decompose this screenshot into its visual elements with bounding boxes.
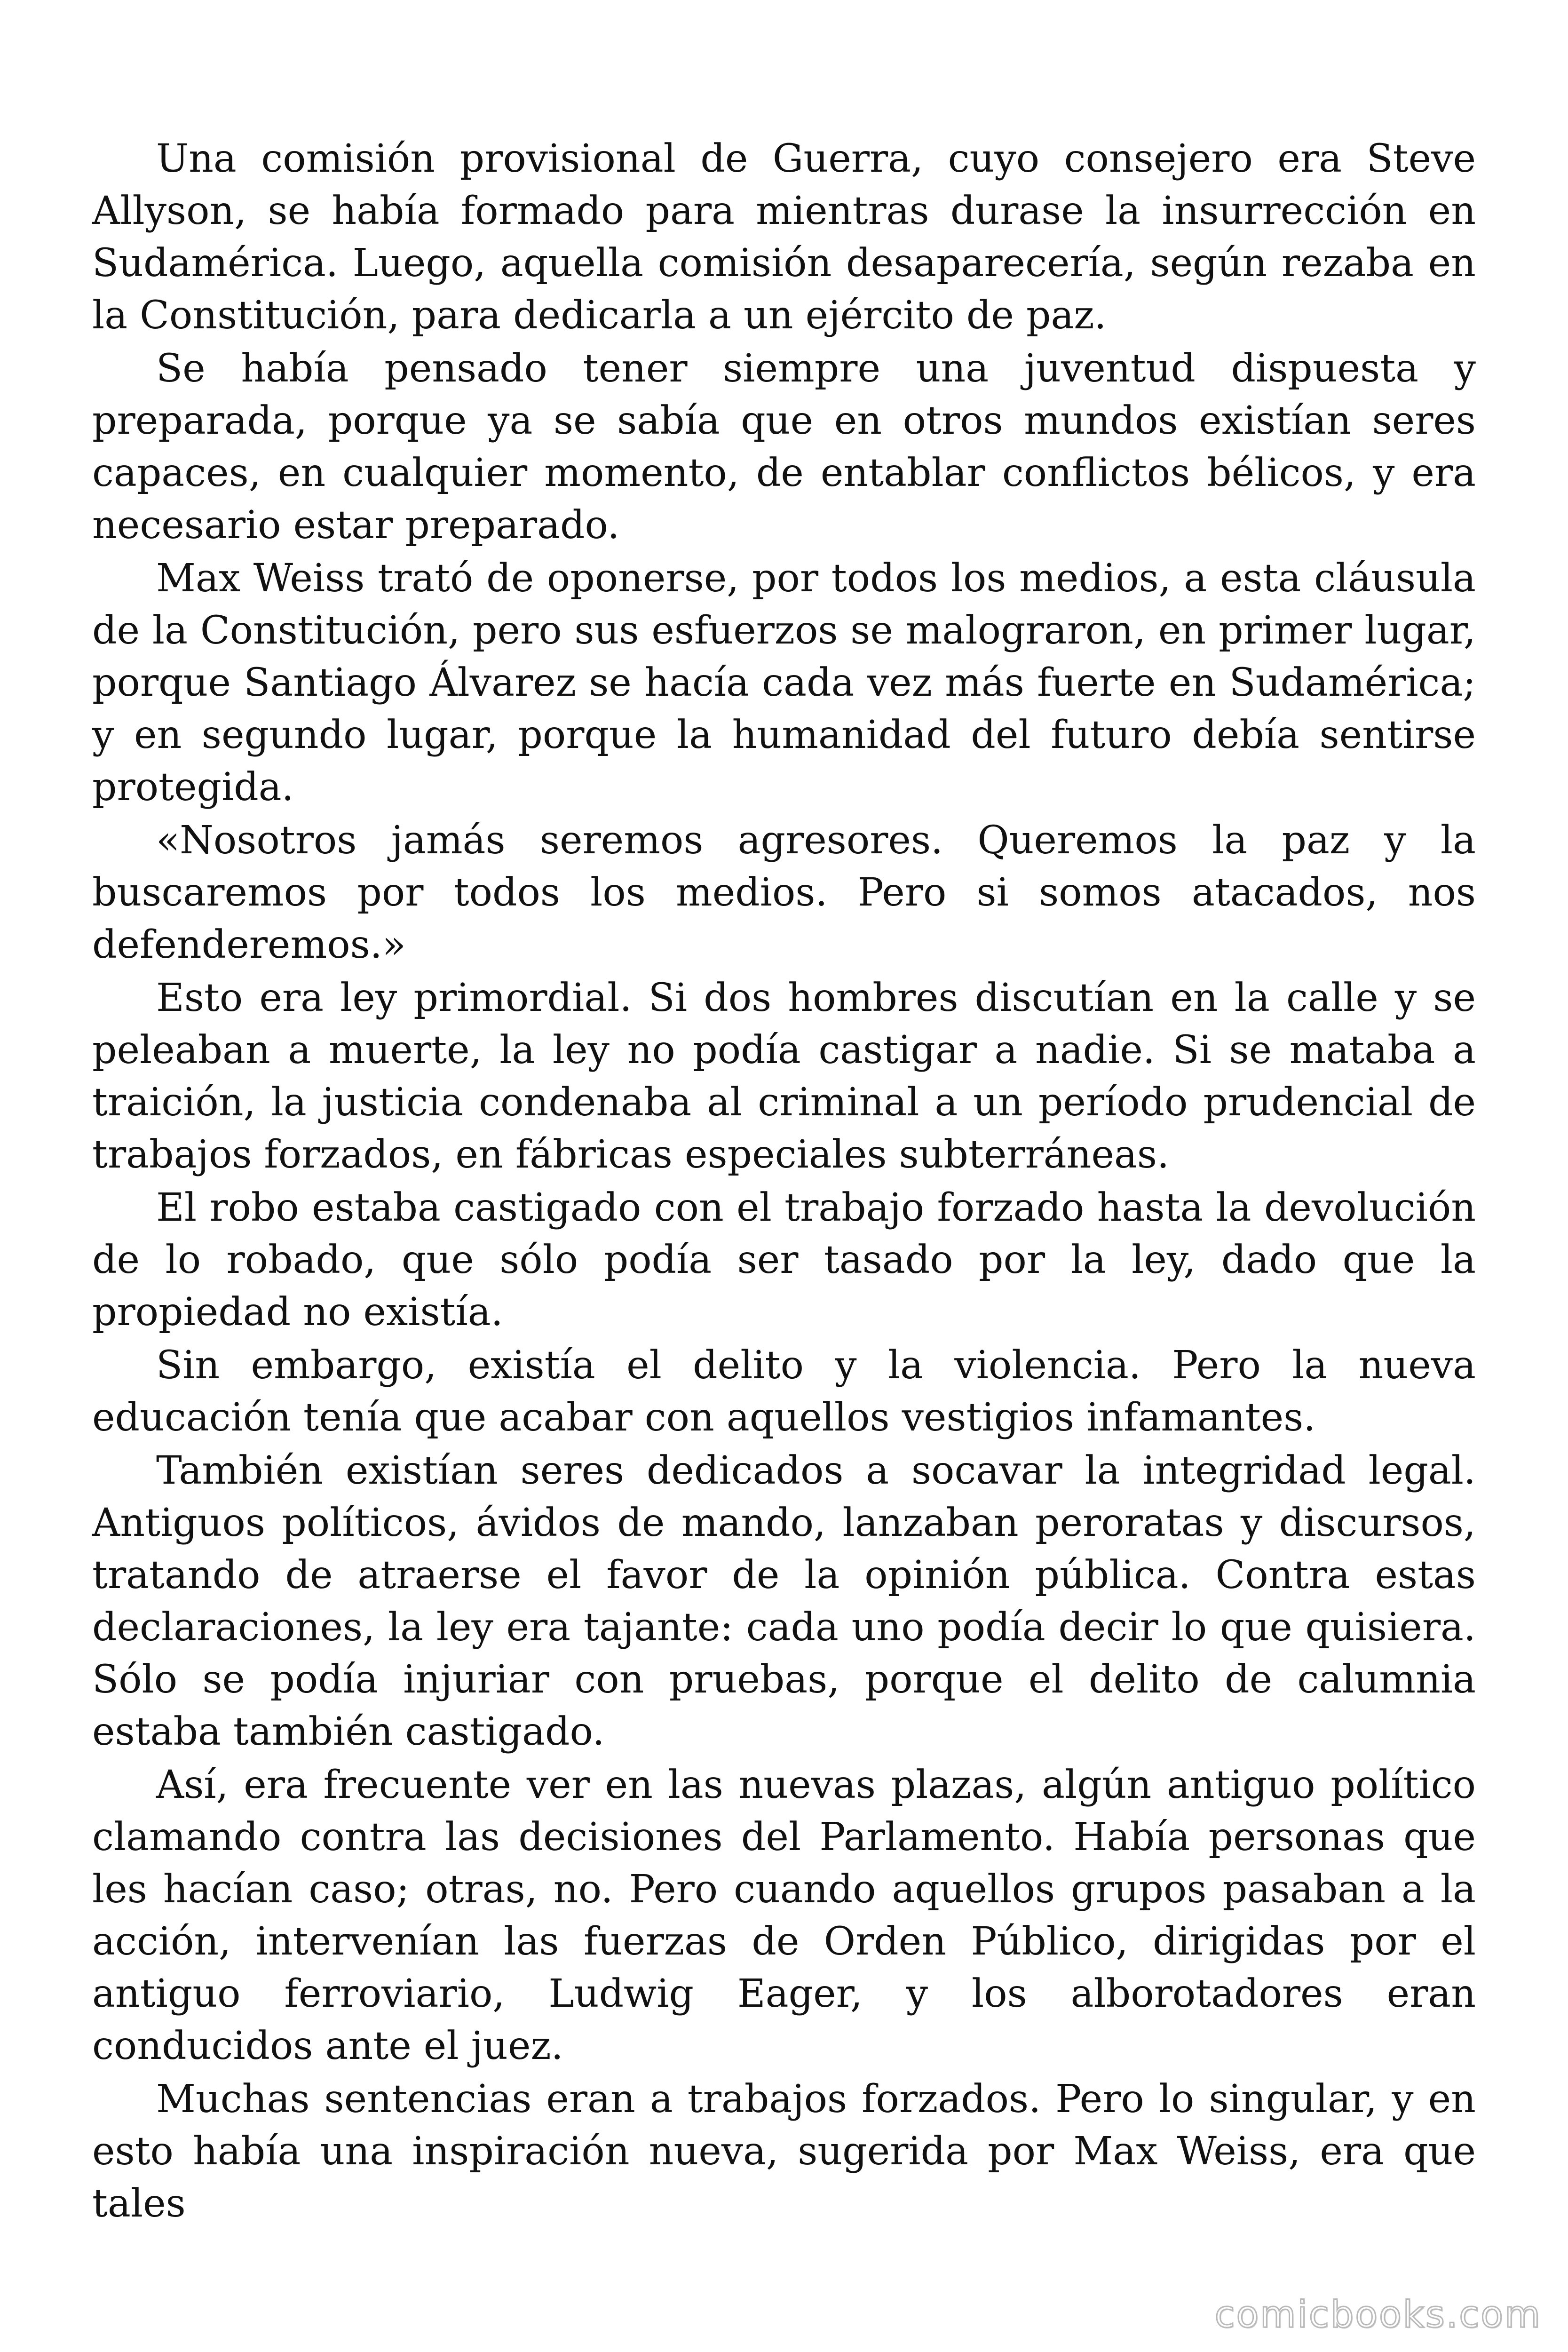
paragraph: El robo estaba castigado con el trabajo forzado hasta la devolución de lo robado, que sólo podía ser tasado por la ley, dado que la propiedad no existía. xyxy=(92,1185,1476,1335)
body-text xyxy=(92,133,1476,2231)
paragraph: Así, era frecuente ver en las nuevas plazas, algún antiguo político clamando contra las decisiones del Parlamento. Había personas que les hacían caso; otras, no. Pero cuando aquellos grupos pasaban a la acción, intervenían las fuerzas de Orden Público, dirigidas por el antiguo ferroviario, Ludwig Eager, y los alborotadores eran conducidos ante el juez. xyxy=(92,1763,1476,2068)
paragraph: Max Weiss trató de oponerse, por todos los medios, a esta cláusula de la Constitución, pero sus esfuerzos se malograron, en primer lugar, porque Santiago Álvarez se hacía cada vez más fuerte en Sudamérica; y en segundo lugar, porque la humanidad del futuro debía sentirse protegida. xyxy=(92,556,1476,810)
paragraph: Una comisión provisional de Guerra, cuyo consejero era Steve Allyson, se había formado para mientras durase la insurrección en Sudamérica. Luego, aquella comisión desaparecería, según rezaba en la Constitución, para dedicarla a un ejército de paz. xyxy=(92,136,1476,338)
paragraph: Sin embargo, existía el delito y la violencia. Pero la nueva educación tenía que acabar con aquellos vestigios infamantes. xyxy=(92,1343,1476,1440)
paragraph: Esto era ley primordial. Si dos hombres discutían en la calle y se peleaban a muerte, la ley no podía castigar a nadie. Si se mataba a traición, la justicia condenaba al criminal a un período prudencial de trabajos forzados, en fábricas especiales subterráneas. xyxy=(92,976,1476,1177)
paragraph: Se había pensado tener siempre una juventud dispuesta y preparada, porque ya se sabía que en otros mundos existían seres capaces, en cualquier momento, de entablar conflictos bélicos, y era necesario estar preparado. xyxy=(92,346,1476,548)
paragraph: «Nosotros jamás seremos agresores. Queremos la paz y la buscaremos por todos los medios. Pero si somos atacados, nos defenderemos.» xyxy=(92,818,1476,967)
watermark: comicbooks.com xyxy=(1214,2294,1542,2336)
paragraph: Muchas sentencias eran a trabajos forzados. Pero lo singular, y en esto había una inspiración nueva, sugerida por Max Weiss, era que tales xyxy=(92,2077,1476,2226)
paragraph: También existían seres dedicados a socavar la integridad legal. Antiguos políticos, ávidos de mando, lanzaban peroratas y discursos, tratando de atraerse el favor de la opinión pública. Contra estas declaraciones, la ley era tajante: cada uno podía decir lo que quisiera. Sólo se podía injuriar con pruebas, porque el delito de calumnia estaba también castigado. xyxy=(92,1448,1476,1754)
